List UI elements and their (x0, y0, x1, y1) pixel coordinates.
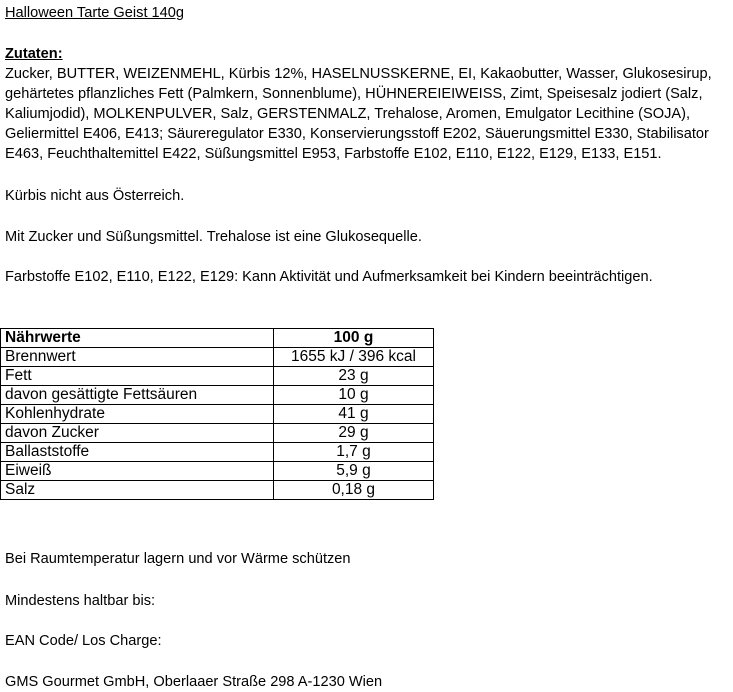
nutrient-value: 0,18 g (274, 481, 434, 500)
ingredients-text: Zucker, BUTTER, WEIZENMEHL, Kürbis 12%, HASELNUSSKERNE, EI, Kakaobutter, Wasser, Glukosesirup, gehärtetes pflanzliches Fett (Palmkern, Sonnenblume), HÜHNEREIEIWEISS, Zimt, Speisesalz jodiert (Salz, Kaliumjodid), MOLKENPULVER, Salz, GERSTENMALZ, Trehalose, Aromen, Emulgator Lecithine (SOJA), Geliermittel E406, E413; Säureregulator E330, Konservierungsstoff E202, Säuerungsmittel E330, Stabilisator E463, Feuchthaltemittel E422, Süßungsmittel E953, Farbstoffe E102, E110, E122, E129, E133, E151. (5, 66, 712, 162)
nutrient-value: 1,7 g (274, 443, 434, 462)
nutrition-table (0, 328, 434, 500)
nutrient-label: Eiweiß (1, 462, 274, 481)
nutrient-label: Kohlenhydrate (1, 405, 274, 424)
nutrition-header-amount: 100 g (274, 329, 434, 348)
nutrient-value: 5,9 g (274, 462, 434, 481)
colorant-warning: Farbstoffe E102, E110, E122, E129: Kann Aktivität und Aufmerksamkeit bei Kindern beeinträchtigen. (5, 269, 653, 285)
table-row (1, 386, 434, 405)
storage-note: Bei Raumtemperatur lagern und vor Wärme schützen (5, 551, 351, 567)
table-row (1, 424, 434, 443)
table-row (1, 348, 434, 367)
nutrient-label: davon Zucker (1, 424, 274, 443)
nutrient-label: Ballaststoffe (1, 443, 274, 462)
nutrient-value: 23 g (274, 367, 434, 386)
nutrient-value: 41 g (274, 405, 434, 424)
nutrient-label: davon gesättigte Fettsäuren (1, 386, 274, 405)
nutrient-value: 10 g (274, 386, 434, 405)
table-row (1, 443, 434, 462)
product-title: Halloween Tarte Geist 140g (5, 5, 185, 21)
nutrient-value: 1655 kJ / 396 kcal (274, 348, 434, 367)
ingredients-heading: Zutaten: (5, 46, 63, 62)
ean-label: EAN Code/ Los Charge: (5, 633, 162, 649)
nutrient-value: 29 g (274, 424, 434, 443)
manufacturer-address: GMS Gourmet GmbH, Oberlaaer Straße 298 A-1230 Wien (5, 674, 383, 690)
nutrition-header-label: Nährwerte (1, 329, 274, 348)
table-row (1, 462, 434, 481)
nutrient-label: Fett (1, 367, 274, 386)
table-row (1, 367, 434, 386)
nutrition-header-row (1, 329, 434, 348)
best-before-label: Mindestens haltbar bis: (5, 593, 156, 609)
nutrient-label: Salz (1, 481, 274, 500)
table-row (1, 405, 434, 424)
table-row (1, 481, 434, 500)
origin-note: Kürbis nicht aus Österreich. (5, 188, 185, 204)
nutrient-label: Brennwert (1, 348, 274, 367)
sweetener-note: Mit Zucker und Süßungsmittel. Trehalose ist eine Glukosequelle. (5, 229, 422, 245)
